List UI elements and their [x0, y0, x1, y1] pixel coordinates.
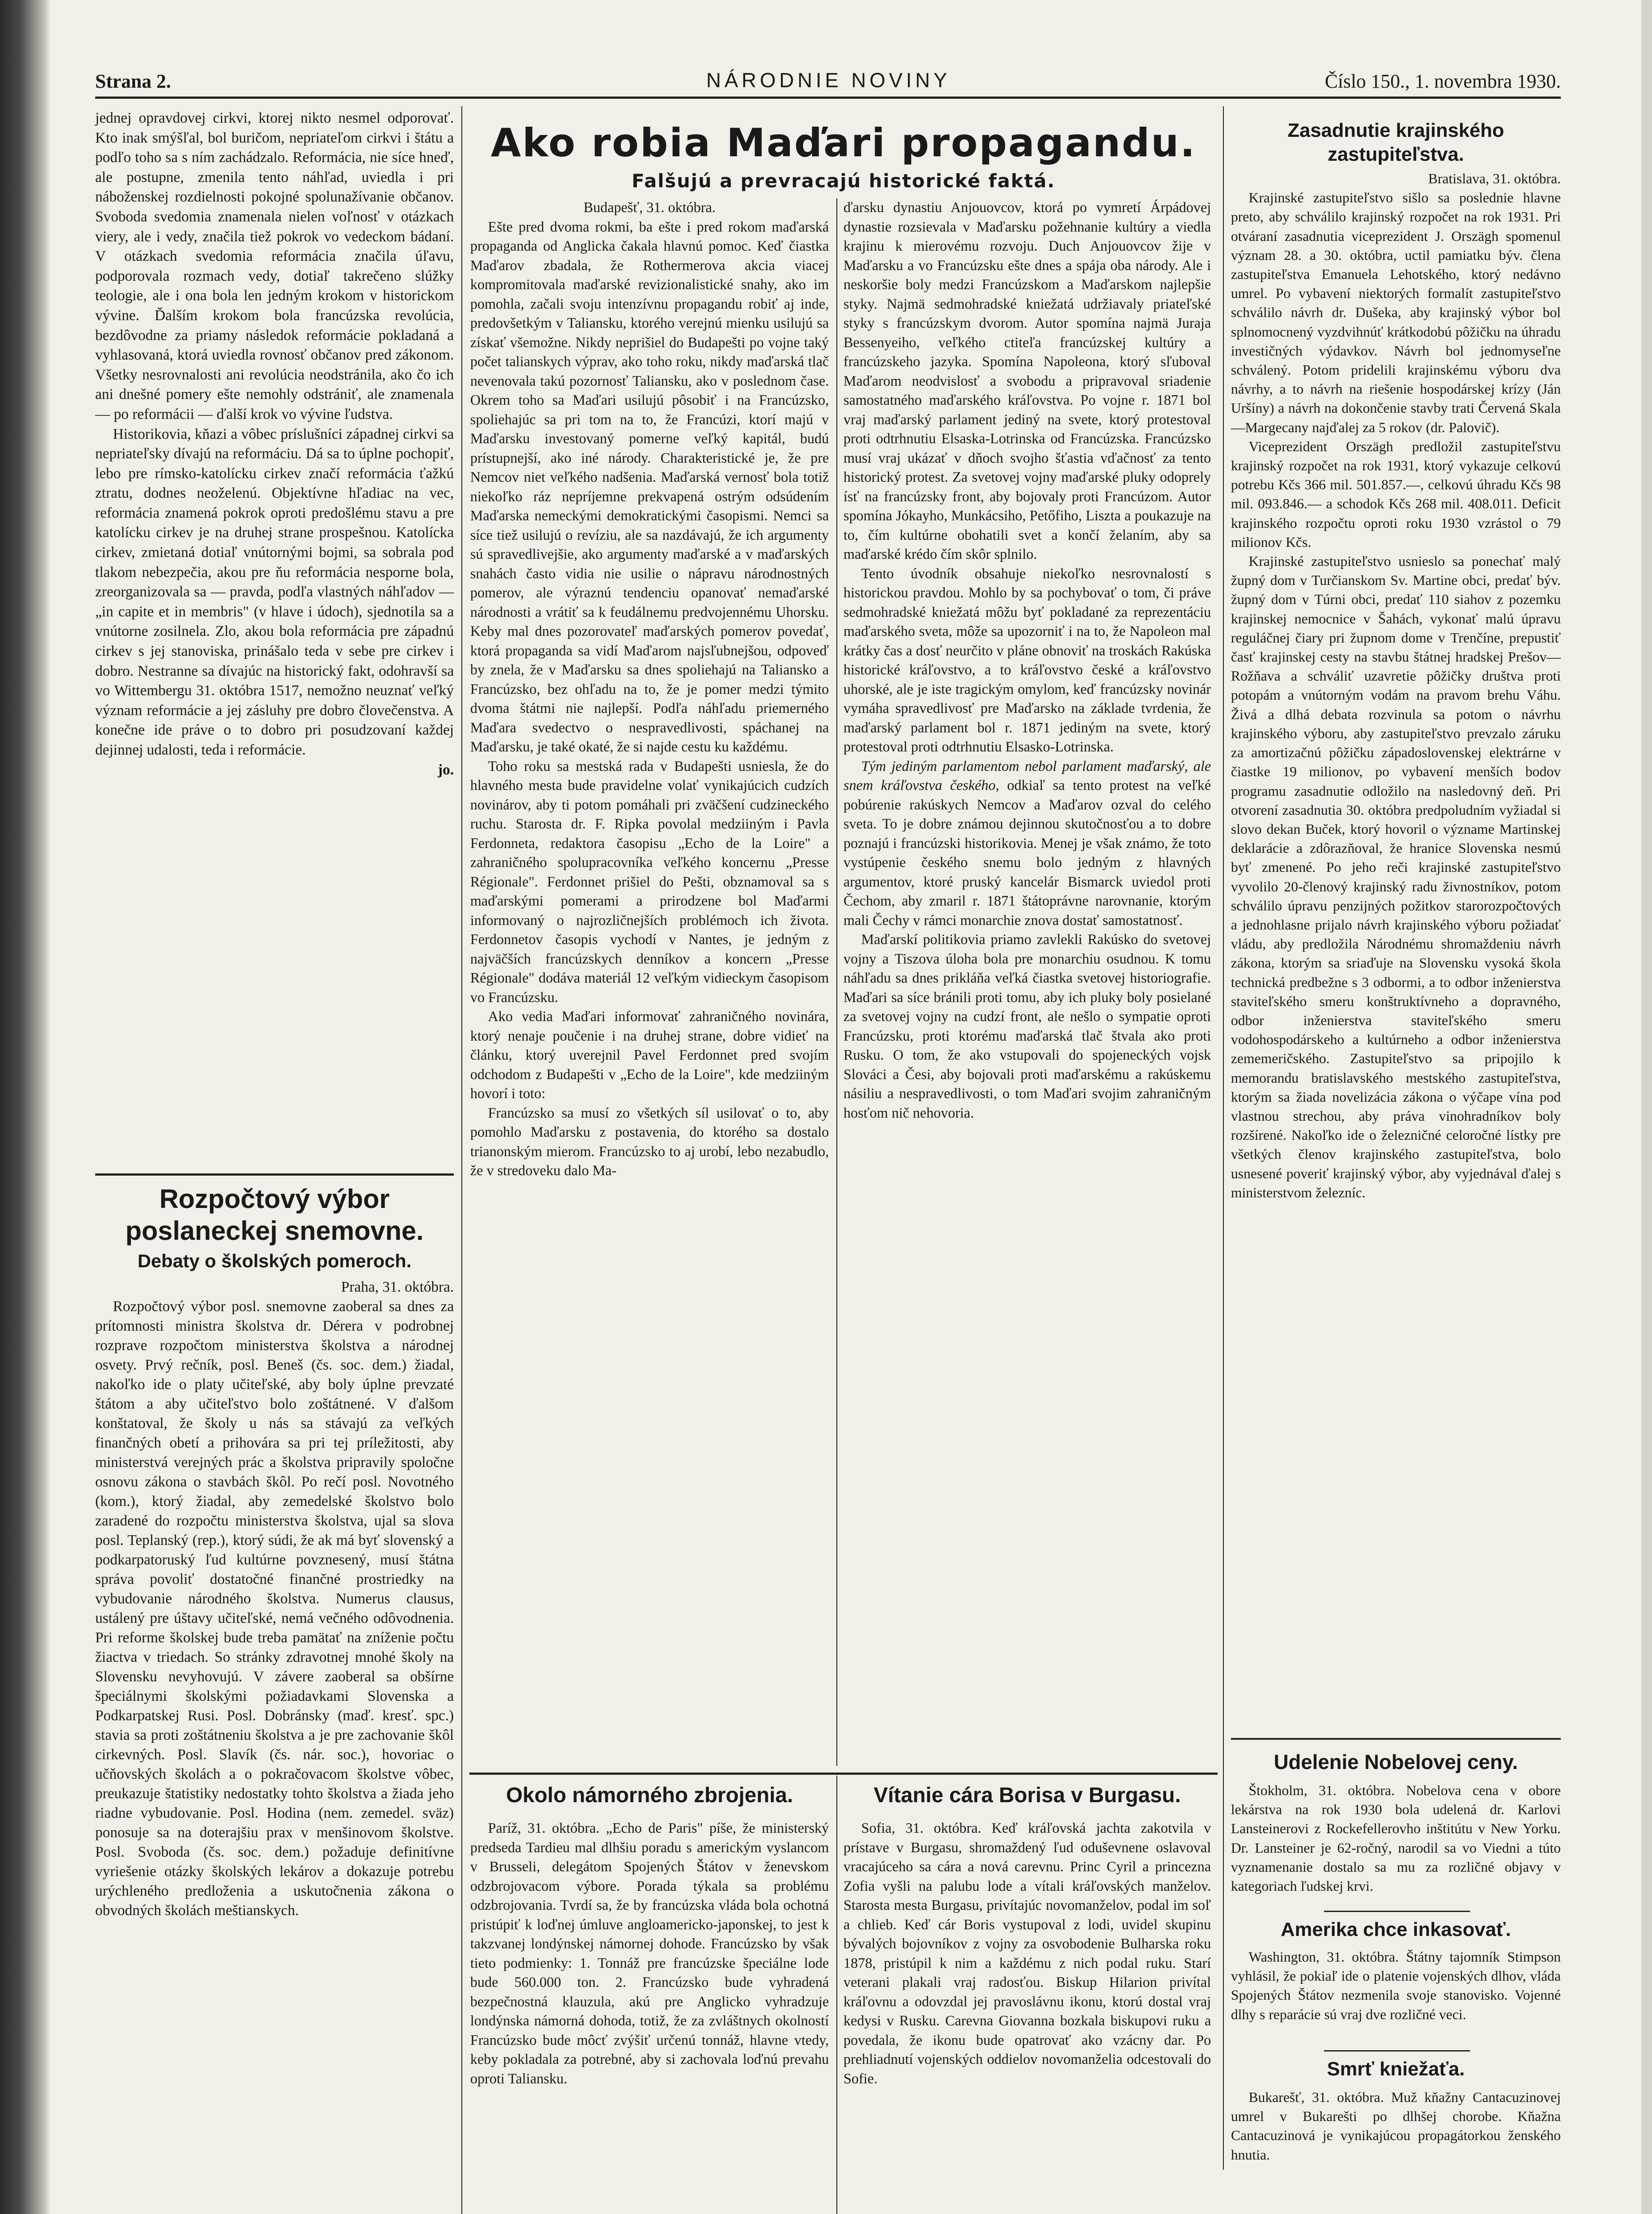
section-rule [1324, 1911, 1470, 1912]
article-text: Ešte pred dvoma rokmi, ba ešte i pred rokom maďarská propaganda od Anglicka čakala hlavnú pomoc. Keď čiastka Maďarov zbadala, že Rothermerova akcia viacej kompromitovala maďarské revizionalistické snahy, ako im pomohla, začali svoju intenzívnu propagandu robiť aj inde, predovšetkým v Taliansku, ktorého verejnú mienku usilujú sa získať všemožne. Nikdy neprišiel do Budapešti po vojne taký počet talianskych výprav, ako toho roku, nikdy maďarská tlač nevenovala takú pozornosť Taliansku, ako v poslednom čase. Okrem toho sa Maďari usilujú pôsobiť i na Francúzsko, spoliehajúc sa pri tom na to, že Francúzi, ktorí majú v Maďarsku investovaný pomerne veľký kapitál, budú prístupnejší, ako iné národy. Charakteristické je, že pre Nemcov niet veľkého nadšenia. Maďarská vernosť bola totiž niekoľko ráz nepríjemne prekvapená ostrým odsúdením Maďarska nemeckými demokratickými časopismi. Nemci sa síce tiež usilujú o revíziu, ale sa nazdávajú, že ich argumenty sú spravedlivejšie, ako argumenty maďarské a v maďarských snahách často vidia nie usilie o nápravu národnostných pomerov, ale výraznú tendenciu opanovať nemaďarské národnosti a vrátiť sa k feudálnemu predvojennému Uhorsku. Keby mal dnes pozorovateľ maďarských pomerov povedať, ktorá propaganda sa vidí Maďarom najsľubnejšou, odpoveď by znela, že v Maďarsku sa dnes spoliehajú na Taliansko a Francúzsko, bez ohľadu na to, že je pomer medzi týmito dvoma štátmi nie najlepší. Podľa náhľadu priemerného Maďara svedectvo o nespravedlivosti, spáchanej na Maďarsku, je také okaté, že si najde cestu ku každému. [470, 219, 829, 755]
namorne-body [470, 1819, 829, 2089]
issue-info: Číslo 150., 1. novembra 1930. [1325, 70, 1561, 92]
page-number: Strana 2. [95, 70, 171, 92]
article-text: Tým jediným parlamentom nebol parlament maďarský, ale snem kráľovstva českého, odkiaľ sa tento protest na veľké pobúrenie rakúskych Nemcov a Maďarov ozval do celého sveta. To je dobre známou dejinnou skutočnosťou a to dobre poznajú i francúzski historikovia. Menej je však známo, že toto vystúpenie českého snemu bolo jedným z hlavných argumentov, ktoré pruský kancelár Bismarck uviedol proti Čechom, aby zmaril r. 1871 štátoprávne narovnanie, ktorým mali Čechy v rámci monarchie znova dostať samostatnosť. [843, 758, 1211, 929]
subheadline: Debaty o školských pomeroch. [137, 1250, 412, 1271]
reformacia-paragraph: jednej opravdovej cirkvi, ktorej nikto nesmel odporovať. Kto inak smýšľal, bol buričom, nepriateľom cirkvi i štátu a podľo toho sa s ním zachádzalo. Reformácia, nie síce hneď, ale postupne, zmenila tento náhľad, uviedla i pri náboženskej rozdielnosti pokojné spolunažívanie občanov. Svoboda svedomia znamenala nielen voľnosť v otázkach viery, ale i vedy, značila tiež pokrok vo vedeckom bádaní. V otázkach svedomia reformácia značila úľavu, podporovala rozmach vedy, dotiaľ takrečeno slúžky teologie, ale i ona bola len jedným krokom v historickom vývine. Ďalším krokom bola francúzska revolúcia, bezdôvodne za priamy následok reformácie pokladaná a vyhlasovaná, ktorá uviedla rovnosť občanov pred zákonom. Všetky nesrovnalosti ani revolúcia neodstránila, ako čo ich ani dnešné pomery ešte nemohly odstrániť, ale znamenala — po reformácii — ďalší krok vo vývine ľudstva. [95, 110, 454, 422]
reformacia-paragraph: Historikovia, kňazi a vôbec príslušníci západnej cirkvi sa nepriateľsky dívajú na reformáciu. Dá sa to úplne pochopiť, lebo pre rímsko-katolícku cirkev značí reformácia ťažkú ztratu, dodnes neoželenú. Objektívne hľadiac na vec, reformácia znamená pokrok oproti predošlému stavu a pre katolícku cirkev je na druhej strane prospešnou. Katolícka cirkev, zmietaná dotiaľ vnútornými bojmi, sa sobrala pod tlakom nebezpečia, akou pre ňu reformácia nesporne bola, zreorganizovala sa — pravda, podľa vlastných náhľadov — „in capite et in membris" (v hlave i údoch), sjednotila sa a vnútorne zosilnela. Zlo, akou bola reformácia pre západnú cirkev s jej stanoviska, prinášalo teda v sebe pre cirkev i dobro. Nestranne sa dívajúc na historický fakt, odohravší sa vo Wittembergu 31. októbra 1517, nemožno neuznať veľký význam reformácie a jej zásluhy pre dobro človečenstva. A konečne ide práve o to dobro pri posudzovaní každej dejinnej udalosti, teda i reformácie. [95, 426, 454, 758]
headline-line: Zasadnutie krajinského [1287, 120, 1505, 141]
newspaper-title: NÁRODNIE NOVINY [706, 69, 951, 92]
headline-line: zastupiteľstva. [1327, 143, 1464, 165]
page-edge [1641, 0, 1652, 2214]
emphasis: Tým jediným parlamentom nebol parlament maďarský, ale snem kráľovstva českého [843, 758, 1211, 793]
rozpoctovy-headline [95, 1183, 454, 1275]
amerika-body [1231, 1947, 1561, 2024]
headline-line: poslaneckej snemovne. [125, 1216, 424, 1246]
article-text: Sofia, 31. októbra. Keď kráľovská jachta zakotvila v prístave v Burgasu, shromaždený ľud oduševnene oslavoval vracajúceho sa cára a nová carevnu. Princ Cyril a princezna Zofia vyšli na palubu lode a vítali kráľovských manželov. Starosta mesta Burgasu, privítajúc novomanželov, podal im soľ a chlieb. Keď cár Boris vystupoval z lodi, uvidel skupinu bývalých bojovníkov z vojny za osvobodenie Bulharska roku 1878, pristúpil k nim a každému z nich podal ruku. Starí veterani plakali vraj radosťou. Biskup Hilarion privítal kráľovnu a odovzdal jej pravoslávnu ikonu, ktorú dostal vraj kedysi v Rusku. Carevna Giovanna bozkala biskupovi ruku a povedala, že ikonu bude opatrovať ako vzácny dar. Po prehliadnutí vojenských oddielov novomanželia odcestovali do Sofie. [843, 1820, 1211, 2087]
column-1-top [95, 108, 454, 780]
nobel-headline: Udelenie Nobelovej ceny. [1273, 1750, 1518, 1773]
section-rule [1231, 1738, 1561, 1740]
column-rule [95, 1173, 454, 1176]
rozpoctovy-body [95, 1277, 454, 1920]
zasadnutie-body [1231, 169, 1561, 1202]
madari-subheadline: Falšujú a prevracajú historické faktá. [631, 170, 1056, 192]
article-text: Bukarešť, 31. októbra. Muž kňažny Cantacuzinovej umrel v Bukarešti po dlhšej chorobe. Kňažna Cantacuzinová je vynikajúcou propagátorkou ženského hnutia. [1231, 2089, 1561, 2163]
article-text: Washington, 31. októbra. Štátny tajomník Stimpson vyhlásil, že pokiaľ ide o platenie vojenských dlhov, vláda Spojených Štátov nezmenila svoje stanovisko. Vojenné dlhy s reparácie sú vraj dve rozličné veci. [1231, 1949, 1561, 2022]
article-text: ďarsku dynastiu Anjouovcov, ktorá po vymretí Árpádovej dynastie rozsievala v Maďarsku požehnanie kultúry a viedla krajinu k mierovému rozvoju. Duch Anjouovcov žije v Maďarsku a vo Francúzsku ešte dnes a spája oba národy. Ale i neskoršie boly medzi Francúzskom a Maďarskom najlepšie styky. Najmä sedmohradské kniežatá udržiavaly priateľské styky s francúzskym dvorom. Autor spomína najmä Juraja Bessenyeiho, veľkého ctiteľa francúzskej kultúry a francúzskeho jazyka. Spomína Napoleona, ktorý sľuboval Maďarom neodvislosť a svobodu a pripravoval sriadenie samostatného maďarského kráľovstva. Po vojne r. 1871 bol vraj maďarský parlament jediný na svete, ktorý protestoval proti odtrhnutiu Elsaska-Lotrinska od Francúzska. Francúzsko musí vraj ukázať v dňoch svojho šťastia vďačnosť za tento historický protest. Za svetovej vojny maďarské pluky odoprely ísť na francúzsky front, aby bojovaly proti Francúzom. Autor spomína Jókayho, Munkácsiho, Petőfiho, Liszta a poukazuje na to, čím kultúrne obohatili svet a končí želaním, aby sa maďarské krédo čím skôr splnilo. [843, 200, 1211, 562]
article-text: Štokholm, 31. októbra. Nobelova cena v obore lekárstva na rok 1930 bola udelená dr. Karlovi Lansteinerovi z Rockefellerovho inštitútu v New Yorku. Dr. Lansteiner je 62-ročný, narodil sa vo Viedni a túto vyznamenanie dostalo sa mu za rozličné objavy v kategoriach ľudskej krvi. [1231, 1782, 1561, 1894]
boris-body [843, 1819, 1211, 2089]
article-text: Paríž, 31. októbra. „Echo de Paris" píše, že ministerský predseda Tardieu mal dlhšiu poradu s americkým vyslancom v Brusseli, delegátom Spojených Štátov v ženevskom odzbrojovacom výbore. Porada týkala sa problému odzbrojovania. Tvrdí sa, že by francúzska vláda bola ochotná pristúpiť k loďnej úmluve angloamericko-japonskej, to jest k takzvanej londýnskej námornej dohode. Francúzsko by však tieto podmienky: 1. Tonnáž pre francúzske špeciálne lode bude 560.000 ton. 2. Francúzsko bude vyhradená bezpečnostná klauzula, akú pre Anglicko vyhradzuje londýnska námorná dohoda, totiž, že za zvláštnych okolností Francúzsko bude môcť zvýšiť určenú tonnáž, hlavne vtedy, keby pokladala za potrebné, aby si zachovala loďnú prevahu oproti Taliansku. [470, 1820, 829, 2087]
article-text: Tento úvodník obsahuje niekoľko nesrovnalostí s historickou pravdou. Mohlo by sa pochybovať o tom, či práve sedmohradské kniežatá môžu byť pokladané za reprezentáciu maďarského sveta, môže sa upozorniť i na to, že Napoleon mal krátky čas a dosť neurčito v pláne obnoviť na troskách Rakúska historické kráľovstvo, a to kráľovstvo české a kráľovstvo uhorské, ale je iste tragickým omylom, keď francúzsky novinár vymáha spravedlivosť pre Maďarsko na základe tvrdenia, že maďarský parlament bol r. 1871 jediným na svete, ktorý protestoval proti odtrhnutiu Elsasko-Lotrinska. [843, 565, 1211, 755]
namorne-headline: Okolo námorného zbrojenia. [506, 1784, 793, 1807]
article-text: Rozpočtový výbor posl. snemovne zaoberal sa dnes za prítomnosti ministra školstva dr. Dérera v podrobnej rozprave rozpočtom ministerstva školstva a národnej osvety. Prvý rečník, posl. Beneš (čs. soc. dem.) žiadal, nakoľko ide o platy učiteľské, aby boly úplne prevzaté štátom a aby učiteľstvo bolo zoštátnené. V ďalšom konštatoval, že školy u nás sa stávajú za veľkých finančných obetí a prihovára sa pri tej príležitosti, aby ministerstvá verejných prác a školstva pripravily spoločne osnovu zákona o stavbách škôl. Po rečí posl. Novotného (kom.), ktorý žiadal, aby zemedelské školstvo bolo zaradené do rozpočtu ministerstva školstva, ujal sa slova posl. Teplanský (rep.), ktorý súdi, že ak má byť slovenský a podkarpatoruský ľud kultúrne povznesený, musí štátna správa povoliť dostatočné finančné prostriedky na vybudovanie národného školstva. Numerus clausus, ustálený pre úštavy učiteľské, nemá večného odôvodnenia. Pri reforme školskej bude treba pamätať na zníženie počtu žiactva v triedach. So stránky zdravotnej mnohé školy na Slovensku nevyhovujú. V závere zaoberal sa obšírne špeciálnymi školskými požiadavkami Slovenska a Podkarpatskej Rusi. Posl. Dobránsky (maď. kresť. spc.) stavia sa proti zoštátneniu školstva a je pre zachovanie škôl cirkevných. Posl. Slavík (čs. nár. soc.), hovoriac o učňovských školách a o pokračovacom školstve vôbec, preukazuje štatistiky nedostatky tohto školstva a žiada jeho riadne vybudovanie. Posl. Hodina (nem. zemedel. sväz) ponosuje sa na doterajšiu prax v menšinovom školstve. Posl. Svoboda (čs. soc. dem.) požaduje definitívne vyriešenie otázky školských lekárov a dokazuje potrebu urýchleného predloženia a uskutočnenia zákona o obvodných školách meštianskych. [95, 1298, 454, 1919]
smrt-body [1231, 2088, 1561, 2164]
section-rule [469, 1773, 1218, 1775]
masthead [95, 66, 1561, 97]
column-separator [1223, 106, 1224, 2170]
binding-shadow [0, 0, 51, 2214]
article-text: Krajinské zastupiteľstvo sišlo sa poslednie hlavne preto, aby schválilo krajinský rozpočet na rok 1931. Pri otváraní zasadnutia viceprezident J. Orszägh spomenul význam 28. a 30. októbra, uctil pamiatku býv. člena zastupiteľstva Emanuela Lehotského, ktorý nedávno umrel. Po vybavení niektorých formalít zastupiteľstvo schválilo návrh dr. Dušeka, aby krajinský výbor bol splnomocnený vyzdvihnúť krátkodobú pôžičku na úhradu investičných výdavkov. Návrh bol jednomyseľne schválený. Potom pridelili krajinskému výboru dva návrhy, a to návrh na riešenie hospodárskej krízy (Ján Uršíny) a návrh na dokončenie stavby trati Červená Skala—Margecany najďalej za 5 rokov (dr. Palovič). [1231, 190, 1561, 435]
amerika-headline: Amerika chce inkasovať. [1281, 1919, 1511, 1940]
masthead-rule [95, 97, 1561, 99]
madari-column-b [843, 198, 1211, 1123]
boris-headline: Vítanie cára Borisa v Burgasu. [874, 1784, 1181, 1807]
column-separator [461, 106, 462, 2214]
dateline: Budapešť, 31. októbra. [583, 200, 716, 216]
headline-line: Rozpočtový výbor [159, 1184, 390, 1214]
nobel-body [1231, 1781, 1561, 1896]
madari-column-a [470, 198, 829, 1181]
column-separator [836, 198, 837, 1766]
dateline: Bratislava, 31. októbra. [1428, 170, 1561, 186]
article-text: Ako vedia Maďari informovať zahraničného novinára, ktorý nenaje poučenie i na druhej strane, dobre vidieť na článku, ktorý uverejnil Pavel Ferdonnet pred svojím odchodom z Budapešti v „Echo de la Loire", kde medziiným hovorí i toto: [470, 1009, 829, 1102]
article-text: Maďarskí politikovia priamo zavlekli Rakúsko do svetovej vojny a Tiszova úloha bola pre monarchiu osudnou. K tomu náhľadu sa dnes prikláňa veľká čiastka svetovej historiografie. Maďari sa síce bránili proti tomu, aby ich pluky boly posielané za svetovej vojny na cudzí front, ale nešlo o sympatie oproti Francúzsku, proti ktorému maďarská tlač štvala ako proti Rusku. O tom, že ako vstupovali do spojeneckých vojsk Slováci a Česi, aby bojovali proti maďarskému a rakúskemu násiliu a nespravedlivosti, o tom Maďari svojim zahraničným hosťom nič nehovoria. [843, 932, 1211, 1121]
madari-headline: Ako robia Maďari propagandu. [491, 120, 1196, 166]
dateline: Praha, 31. októbra. [341, 1279, 454, 1295]
zasadnutie-headline [1231, 119, 1561, 166]
section-rule [1324, 2050, 1470, 2051]
smrt-headline: Smrť kniežaťa. [1327, 2058, 1465, 2080]
article-text: Francúzsko sa musí zo všetkých síl usilovať o to, aby pomohlo Maďarsku z postavenia, do ktorého sa dostalo trianonským mierom. Francúzsko to aj urobí, lebo nezabudlo, že v stredoveku dalo Ma- [470, 1105, 829, 1179]
signature: jo. [437, 761, 454, 778]
article-text: Toho roku sa mestská rada v Budapešti usniesla, že do hlavného mesta bude pravidelne volať vynikajúcich cudzích novinárov, aby ti potom pomáhali pri zväčšení cudzineckého ruchu. Starosta dr. F. Ripka povolal medziiným i Pavla Ferdonneta, redaktora časopisu „Echo de la Loire" a zahraničného spolupracovníka veľkého koncernu „Presse Régionale". Ferdonnet prišiel do Pešti, obznamoval sa s maďarskými pomerami a prirodzene bol Maďarmi informovaný o najrozličnejších problémoch ich života. Ferdonnetov časopis vychodí v Nantes, je jedným z najväčších francúzskych denníkov a koncern „Presse Régionale" dodáva materiál 12 veľkým vidieckym časopisom vo Francúzsku. [470, 758, 829, 1006]
article-text: Viceprezident Orszägh predložil zastupiteľstvu krajinský rozpočet na rok 1931, ktorý vykazuje celkovú potrebu Kčs 366 mil. 501.857.—, celkovú úhradu Kčs 98 mil. 093.846.— a schodok Kčs 268 mil. 408.011. Deficit krajinského rozpočtu oproti roku 1930 vzrástol o 79 milionov Kčs. [1231, 438, 1561, 550]
article-text: Krajinské zastupiteľstvo usnieslo sa ponechať malý župný dom v Turčianskom Sv. Martine obci, predať býv. župný dom v Túrni obci, predať 110 siahov z pozemku krajinskej nemocnice v Šahách, vykonať malú úpravu reguláčnej čiary pri župnom dome v Trenčíne, prepustiť časť krajinskej cesty na stavbu štátnej hradskej Prešov—Rožňava a schváliť uzavretie pôžičky društva proti potopám a vnútorným vodám na pravom brehu Váhu. Živá a dlhá debata rozvinula sa potom o návrhu krajinského výboru, aby zastupiteľstvo prevzalo záruku za amortizačnú pôžičku západoslovenskej elektrárne v čiastke 19 milionov, po vybavení menších bodov programu zasadnutie odložilo na nasledovný deň. Pri otvorení zasadnutia 30. októbra predpoludním vyžiadal si slovo dekan Buček, ktorý hovoril o význame Martinskej deklarácie a zdôrazňoval, že hranice Slovenska nesmú byť zmenené. Po jeho reči krajinské zastupiteľstvo vyvolilo 20-členový krajinský radu živnostníkov, potom schválilo úpravu penzijných požitkov starorozpočtových a jednohlasne prijalo návrh krajinského výboru požiadať vládu, aby predložila Národnému shromaždeniu návrh zákona, ktorým sa sriaďuje na Slovensku vysoká škola technická predbežne s 3 odbormi, a to odbor inženierstva staviteľského smeru konštruktívneho a dopravného, odbor inženierstva staviteľského smeru vodohospodárskeho a kultúrneho a odbor inženierstva zememeričského. Zastupiteľstvo sa pripojilo k memorandu bratislavského mestského zastupiteľstva, ktorým sa žiada novelizácia zákona o výčape vína pod vlastnou strechou, aby práva vinohradníkov boly rozšírené. Nakoľko ide o železničné celoročné lístky pre všetkých členov krajinského zastupiteľstva, bolo usnesené poveriť krajinský výbor, aby vyjednával ďalej s ministerstvom železníc. [1231, 553, 1561, 1200]
column-separator [836, 1776, 837, 2214]
